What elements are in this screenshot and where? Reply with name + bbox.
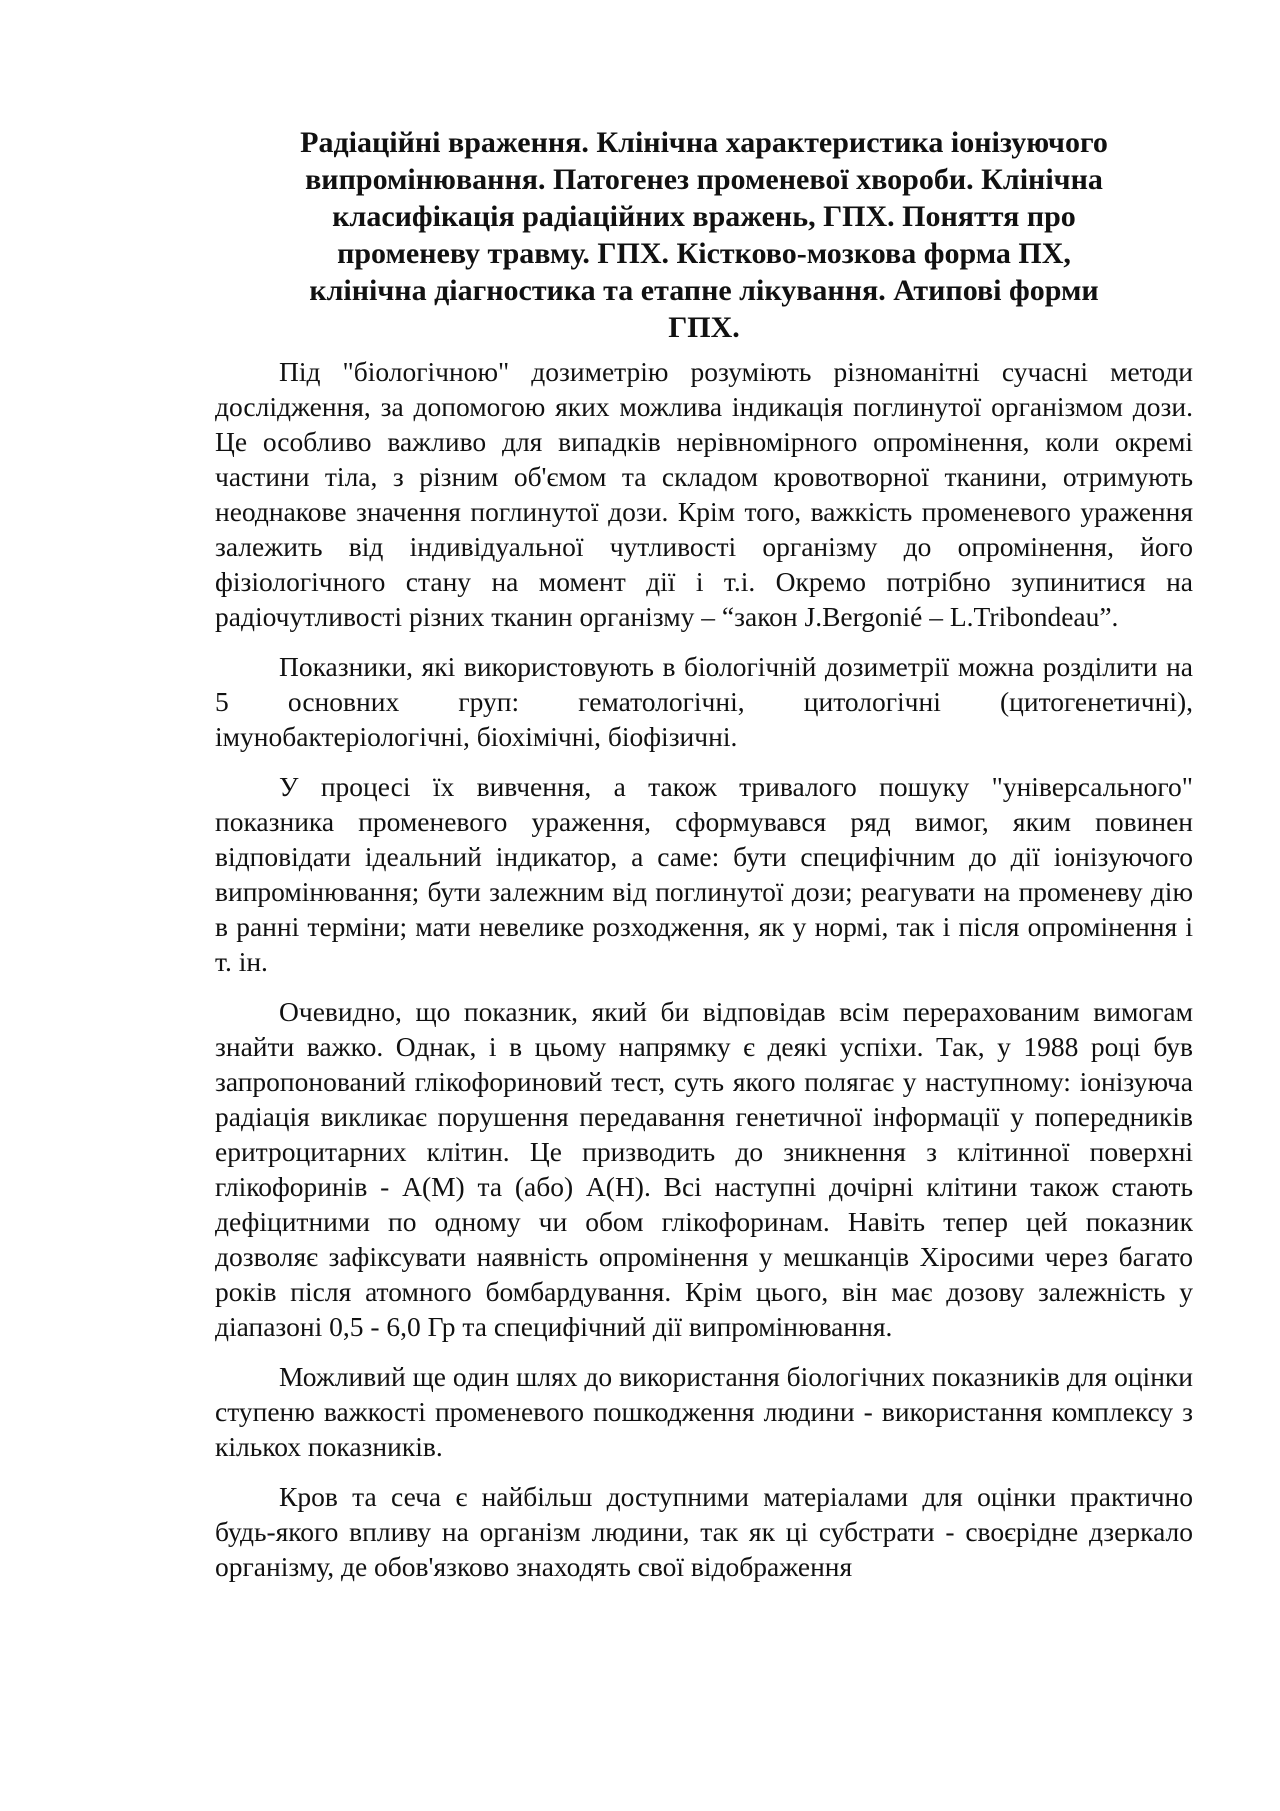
paragraph-indicator-requirements: У процесі їх вивчення, а також тривалого пошуку "універсального" показника променевого ураження, сформувався ряд вимог, яким повинен відповідати ідеальний індикатор, а саме: бути специфічним до дії іонізуючого випромінювання; бути залежним від поглинутої дози; реагувати на променеву дію в ранні терміни; мати невелике розходження, як у нормі, так і після опромінення і т. ін. — [215, 771, 1193, 977]
document-title — [215, 124, 1193, 346]
title-line-4: променеву травму. ГПХ. Кістково-мозкова форма ПХ, — [337, 237, 1071, 270]
paragraph-biological-dosimetry: Під "біологічною" дозиметрію розуміють різноманітні сучасні методи дослідження, за допомогою яких можлива індикація поглинутої організмом дози. Це особливо важливо для випадків нерівномірного опромінення, коли окремі частини тіла, з різним об'ємом та складом кровотворної тканини, отримують неоднакове значення поглинутої дози. Крім того, важкість променевого ураження залежить від індивідуальної чутливості організму до опромінення, його фізіологічного стану на момент дії і т.і. Окремо потрібно зупинитися на радіочутливості різних тканин організму – “закон J.Bergonié – L.Tribondeau”. — [215, 356, 1193, 632]
title-line-1: Радіаційні враження. Клінічна характеристика іонізуючого — [300, 126, 1108, 159]
title-line-2: випромінювання. Патогенез променевої хвороби. Клінічна — [305, 163, 1103, 196]
paragraph-combined-indicators: Можливий ще один шлях до використання біологічних показників для оцінки ступеню важкості променевого пошкодження людини - використання комплексу з кількох показників. — [215, 1361, 1193, 1462]
title-line-3: класифікація радіаційних вражень, ГПХ. Поняття про — [332, 200, 1076, 233]
document-body — [215, 124, 1193, 1599]
title-line-6: ГПХ. — [668, 311, 740, 344]
paragraph-glycophorin-test: Очевидно, що показник, який би відповідав всім перерахованим вимогам знайти важко. Однак, і в цьому напрямку є деякі успіхи. Так, у 1988 році був запропонований глікофориновий тест, суть якого полягає у наступному: іонізуюча радіація викликає порушення передавання генетичної інформації у попередників еритроцитарних клітин. Це призводить до зникнення з клітинної поверхні глікофоринів - А(М) та (або) А(Н). Всі наступні дочірні клітини також стають дефіцитними по одному чи обом глікофоринам. Навіть тепер цей показник дозволяє зафіксувати наявність опромінення у мешканців Хіросими через багато років після атомного бомбардування. Крім цього, він має дозову залежність у діапазоні 0,5 - 6,0 Гр та специфічний дії випромінювання. — [215, 996, 1193, 1342]
paragraph-indicator-groups: Показники, які використовують в біологічній дозиметрії можна розділити на 5 основних груп: гематологічні, цитологічні (цитогенетичні), імунобактеріологічні, біохімічні, біофізичні. — [215, 651, 1193, 752]
title-line-5: клінічна діагностика та етапне лікування. Атипові форми — [309, 274, 1099, 307]
paragraph-blood-and-urine: Кров та сеча є найбільш доступними матеріалами для оцінки практично будь-якого впливу на організм людини, так як ці субстрати - своєрідне дзеркало організму, де обов'язково знаходять свої відображення — [215, 1481, 1193, 1582]
